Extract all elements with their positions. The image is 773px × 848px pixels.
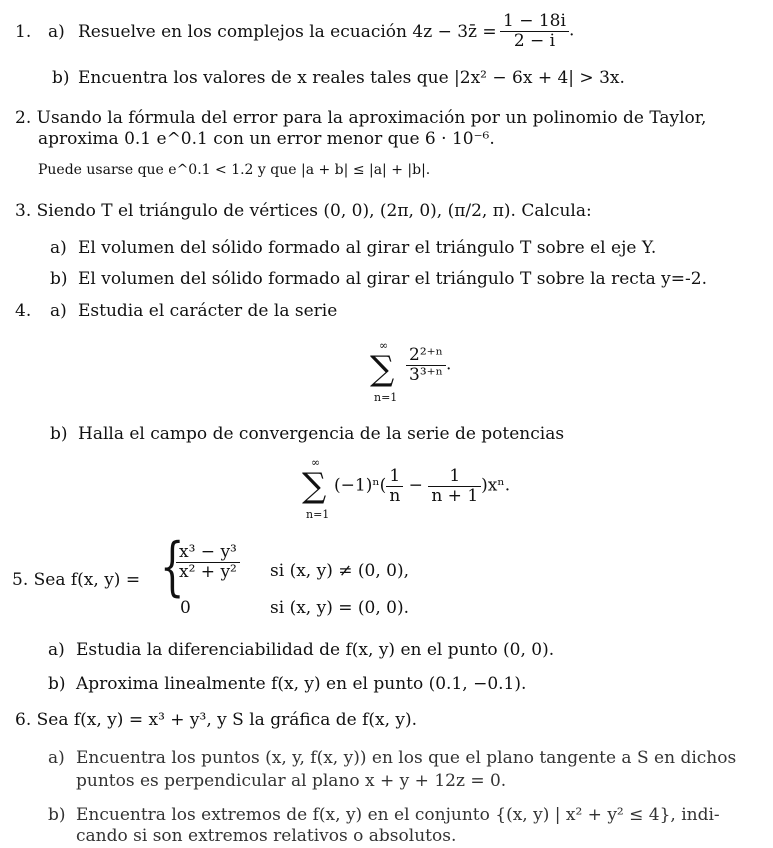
- case-1-denominator: x² + y²: [179, 561, 237, 582]
- problem-2-line1: 2. Usando la fórmula del error para la aproximación por un polinomio de Taylor,: [15, 108, 707, 128]
- case-1-numerator: x³ − y³: [176, 543, 240, 563]
- problem-1a-text: Resuelve en los complejos la ecuación 4z − 3z̄ =: [78, 22, 497, 42]
- series-2-lower: n=1: [306, 508, 330, 521]
- series-1-upper: ∞: [379, 339, 389, 352]
- problem-4-number: 4.: [15, 301, 32, 321]
- problem-4b-text: Halla el campo de convergencia de la serie de potencias: [78, 424, 565, 444]
- series-2-frac2-num: 1: [428, 467, 481, 487]
- series-1-denominator: 3³⁺ⁿ: [409, 364, 443, 385]
- problem-5b-label: b): [48, 674, 66, 694]
- series-1: [368, 340, 478, 408]
- problem-3b-text: El volumen del sólido formado al girar el triángulo T sobre la recta y=-2.: [78, 269, 707, 289]
- series-1-lower: n=1: [374, 391, 398, 404]
- problem-3a-text: El volumen del sólido formado al girar el triángulo T sobre el eje Y.: [78, 238, 657, 258]
- case-2-condition: si (x, y) = (0, 0).: [270, 598, 409, 618]
- problem-1a-end: .: [568, 20, 575, 41]
- series-2-upper: ∞: [311, 456, 321, 469]
- problem-4a-label: a): [50, 301, 67, 321]
- problem-5b-text: Aproxima linealmente f(x, y) en el punto (0.1, −0.1).: [76, 674, 527, 694]
- problem-5a-text: Estudia la diferenciabilidad de f(x, y) en el punto (0, 0).: [76, 640, 555, 660]
- series-2: [300, 457, 540, 525]
- problem-4a-text: Estudia el carácter de la serie: [78, 301, 338, 321]
- series-2-frac1-den: n: [389, 485, 401, 506]
- problem-6a-label: a): [48, 748, 65, 768]
- problem-3b-label: b): [50, 269, 68, 289]
- problem-2-line2: aproxima 0.1 e^0.1 con un error menor que 6 · 10⁻⁶.: [38, 129, 495, 149]
- case-1-condition: si (x, y) ≠ (0, 0),: [270, 561, 409, 581]
- problem-6b-line1: Encuentra los extremos de f(x, y) en el conjunto {(x, y) | x² + y² ≤ 4}, indi-: [76, 805, 720, 825]
- series-2-sigma: ∑: [302, 466, 327, 506]
- problem-1a-fraction: [500, 12, 574, 50]
- series-1-numerator: 2²⁺ⁿ: [406, 346, 446, 366]
- problem-1a-frac-denominator: 2 − i: [513, 30, 556, 51]
- series-2-frac1-num: 1: [386, 467, 403, 487]
- problem-5a-label: a): [48, 640, 65, 660]
- series-2-minus: −: [408, 475, 423, 496]
- problem-1b-text: Encuentra los valores de x reales tales que |2x² − 6x + 4| > 3x.: [78, 68, 625, 88]
- problem-6b-label: b): [48, 805, 66, 825]
- problem-6a-line2: puntos es perpendicular al plano x + y + 12z = 0.: [76, 771, 507, 791]
- problem-3-line1: 3. Siendo T el triángulo de vértices (0, 0), (2π, 0), (π/2, π). Calcula:: [15, 201, 592, 221]
- problem-2-hint: Puede usarse que e^0.1 < 1.2 y que |a + b| ≤ |a| + |b|.: [38, 162, 431, 178]
- series-2-suffix: )xⁿ.: [481, 475, 511, 496]
- problem-1a-frac-numerator: 1 − 18i: [500, 12, 569, 32]
- series-2-frac2-den: n + 1: [431, 485, 479, 506]
- problem-6-line1: 6. Sea f(x, y) = x³ + y³, y S la gráfica de f(x, y).: [15, 710, 418, 730]
- series-1-sigma: ∑: [370, 349, 395, 389]
- problem-1b-label: b): [52, 68, 70, 88]
- problem-1-number: 1.: [15, 22, 32, 42]
- piecewise-brace: {: [160, 530, 185, 604]
- problem-6a-line1: Encuentra los puntos (x, y, f(x, y)) en los que el plano tangente a S en dichos: [76, 748, 737, 768]
- problem-3a-label: a): [50, 238, 67, 258]
- problem-6b-line2: cando si son extremos relativos o absolutos.: [76, 826, 457, 846]
- series-2-prefix: (−1)ⁿ(: [334, 475, 387, 496]
- problem-4b-label: b): [50, 424, 68, 444]
- series-1-end: .: [445, 354, 452, 375]
- problem-5-lead: 5. Sea f(x, y) =: [12, 570, 141, 590]
- problem-1a-label: a): [48, 22, 65, 42]
- case-2-value: 0: [180, 598, 191, 618]
